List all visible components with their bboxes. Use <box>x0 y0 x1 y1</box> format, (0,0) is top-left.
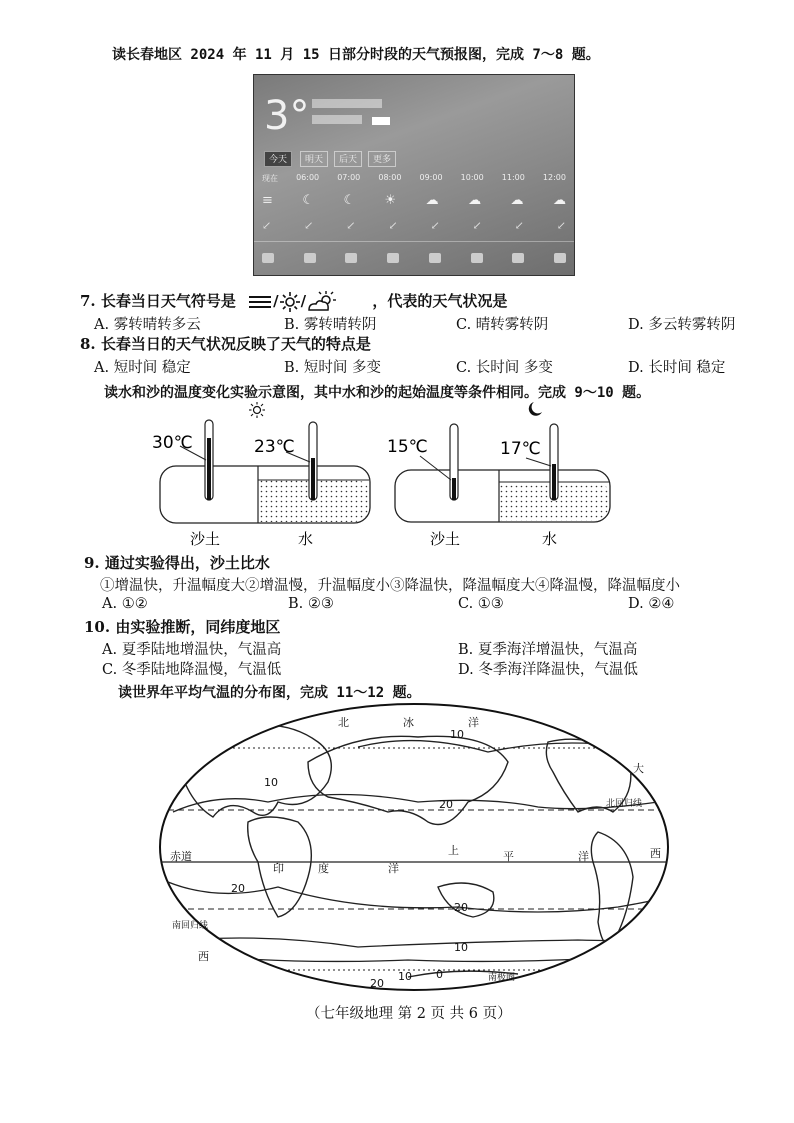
time-label: 12:00 <box>542 173 566 182</box>
option-9d[interactable]: D. ②④ <box>628 596 675 612</box>
map-label-yang4: 洋 <box>578 850 589 863</box>
isotherm-label: 0 <box>436 968 443 981</box>
fog-icon: ≡ <box>262 193 273 208</box>
isotherm-label: 10 <box>398 970 412 983</box>
question-7-stem-end: ，代表的天气状况是 <box>372 292 508 310</box>
cloud-icon: ☁ <box>425 193 439 208</box>
map-label-bei: 北 <box>338 716 349 729</box>
day-water-label: 水 <box>298 530 314 548</box>
option-9b[interactable]: B. ②③ <box>288 596 334 612</box>
indicator <box>512 253 524 263</box>
moon-icon: ☾ <box>302 193 314 208</box>
moon-icon: ☾ <box>343 193 356 208</box>
map-label-du: 度 <box>318 862 329 875</box>
map-label-yang3: 洋 <box>388 862 399 875</box>
question-7 <box>80 290 507 313</box>
night-sand-label: 沙土 <box>430 530 461 548</box>
wind-icon: ↙ <box>262 219 272 232</box>
time-label: 现在 <box>262 174 278 183</box>
sun-icon: ☀ <box>384 193 397 208</box>
weather-tab-today: 今天 <box>264 151 292 167</box>
map-label-south-tropic: 南回归线 <box>172 921 209 931</box>
intro-map: 读世界年平均气温的分布图，完成 11～12 题。 <box>118 685 421 701</box>
time-label: 06:00 <box>296 173 320 182</box>
question-10: 10. 由实验推断，同纬度地区 <box>84 618 281 636</box>
map-label-xi: 西 <box>650 847 661 860</box>
option-10b[interactable]: B. 夏季海洋增温快，气温高 <box>458 642 638 658</box>
map-label-yang: 洋 <box>468 716 479 729</box>
option-10a[interactable]: A. 夏季陆地增温快，气温高 <box>102 642 282 658</box>
map-label-tai: 大 <box>633 762 644 775</box>
map-label-yin: 印 <box>273 862 284 875</box>
weather-symbols: / / <box>247 291 367 313</box>
world-temperature-map <box>158 702 670 992</box>
page-footer: （七年级地理 第 2 页 共 6 页） <box>306 1006 512 1022</box>
cloud-icon: ☁ <box>552 193 566 208</box>
cloud-icon: ☁ <box>510 193 524 208</box>
fog-icon <box>247 293 273 311</box>
current-temperature: 3° <box>264 93 310 139</box>
wind-icon: ↙ <box>556 219 566 232</box>
day-sand-temp: 30℃ <box>152 433 193 453</box>
night-water-temp: 17℃ <box>500 439 541 459</box>
experiment-diagram <box>140 400 640 550</box>
intro-weather: 读长春地区 2024 年 11 月 15 日部分时段的天气预报图，完成 7～8 题。 <box>112 47 600 63</box>
map-label-xi2: 西 <box>198 950 209 963</box>
intro-experiment: 读水和沙的温度变化实验示意图，其中水和沙的起始温度等条件相同。完成 9～10 题。 <box>104 385 651 401</box>
weather-badge <box>372 117 390 125</box>
partly-cloudy-icon <box>306 291 338 313</box>
divider <box>254 241 574 242</box>
cloud-icon: ☁ <box>468 193 482 208</box>
map-label-equator: 赤道 <box>170 850 192 863</box>
weather-wind-row <box>262 219 566 232</box>
map-label-south-circle: 南极圈 <box>488 973 516 983</box>
indicator <box>387 253 399 263</box>
indicator <box>262 253 274 263</box>
wind-icon: ↙ <box>304 219 314 232</box>
weather-tab-more: 更多 <box>368 151 396 167</box>
question-9-statements: ①增温快，升温幅度大②增温慢，升温幅度小③降温快，降温幅度大④降温慢，降温幅度小 <box>100 578 680 594</box>
option-7a[interactable]: A. 雾转晴转多云 <box>94 317 201 333</box>
option-8b[interactable]: B. 短时间 多变 <box>284 360 381 376</box>
option-10c[interactable]: C. 冬季陆地降温慢，气温低 <box>102 662 282 678</box>
time-label: 10:00 <box>460 173 484 182</box>
sun-icon <box>249 402 265 418</box>
weather-tab-after: 后天 <box>334 151 362 167</box>
isotherm-label: 20 <box>231 882 245 895</box>
option-7c[interactable]: C. 晴转雾转阴 <box>456 317 549 333</box>
time-label: 07:00 <box>337 173 361 182</box>
indicator <box>554 253 566 263</box>
isotherm-label: 20 <box>439 798 453 811</box>
option-9a[interactable]: A. ①② <box>102 596 148 612</box>
map-label-ping2: 平 <box>503 850 514 863</box>
moon-icon <box>529 402 542 416</box>
indicator <box>304 253 316 263</box>
sun-icon <box>279 292 301 312</box>
weather-tab-tomorrow: 明天 <box>300 151 328 167</box>
weather-forecast-image <box>253 74 575 276</box>
time-label: 08:00 <box>378 173 402 182</box>
isotherm-label: 10 <box>454 941 468 954</box>
isotherm-label: 10 <box>450 728 464 741</box>
map-label-shang: 上 <box>448 844 459 857</box>
question-9: 9. 通过实验得出，沙土比水 <box>84 554 270 572</box>
day-sand-label: 沙土 <box>190 530 221 548</box>
option-7d[interactable]: D. 多云转雾转阴 <box>628 317 736 333</box>
wind-icon: ↙ <box>514 219 524 232</box>
weather-time-row <box>262 173 566 184</box>
option-8a[interactable]: A. 短时间 稳定 <box>94 360 191 376</box>
weather-bottom-row <box>262 253 566 263</box>
weather-range-blur <box>312 115 362 124</box>
option-10d[interactable]: D. 冬季海洋降温快，气温低 <box>458 662 638 678</box>
map-label-ji: 冰 <box>403 716 414 729</box>
question-7-stem: 7. 长春当日天气符号是 <box>80 292 236 310</box>
night-sand-temp: 15℃ <box>387 437 428 457</box>
option-8c[interactable]: C. 长时间 多变 <box>456 360 553 376</box>
wind-icon: ↙ <box>472 219 482 232</box>
wind-icon: ↙ <box>388 219 398 232</box>
isotherm-label: 10 <box>264 776 278 789</box>
indicator <box>345 253 357 263</box>
time-label: 09:00 <box>419 173 443 182</box>
indicator <box>471 253 483 263</box>
isotherm-label: 20 <box>370 977 384 990</box>
option-9c[interactable]: C. ①③ <box>458 596 504 612</box>
wind-icon: ↙ <box>430 219 440 232</box>
weather-icon-row <box>262 193 566 208</box>
day-water-temp: 23℃ <box>254 437 295 457</box>
wind-icon: ↙ <box>346 219 356 232</box>
indicator <box>429 253 441 263</box>
time-label: 11:00 <box>501 173 525 182</box>
option-8d[interactable]: D. 长时间 稳定 <box>628 360 726 376</box>
question-8: 8. 长春当日的天气状况反映了天气的特点是 <box>80 335 371 353</box>
night-water-label: 水 <box>542 530 558 548</box>
option-7b[interactable]: B. 雾转晴转阴 <box>284 317 377 333</box>
isotherm-label: 20 <box>454 901 468 914</box>
weather-desc-blur <box>312 99 382 108</box>
map-label-north-tropic: 北回归线 <box>606 799 643 809</box>
